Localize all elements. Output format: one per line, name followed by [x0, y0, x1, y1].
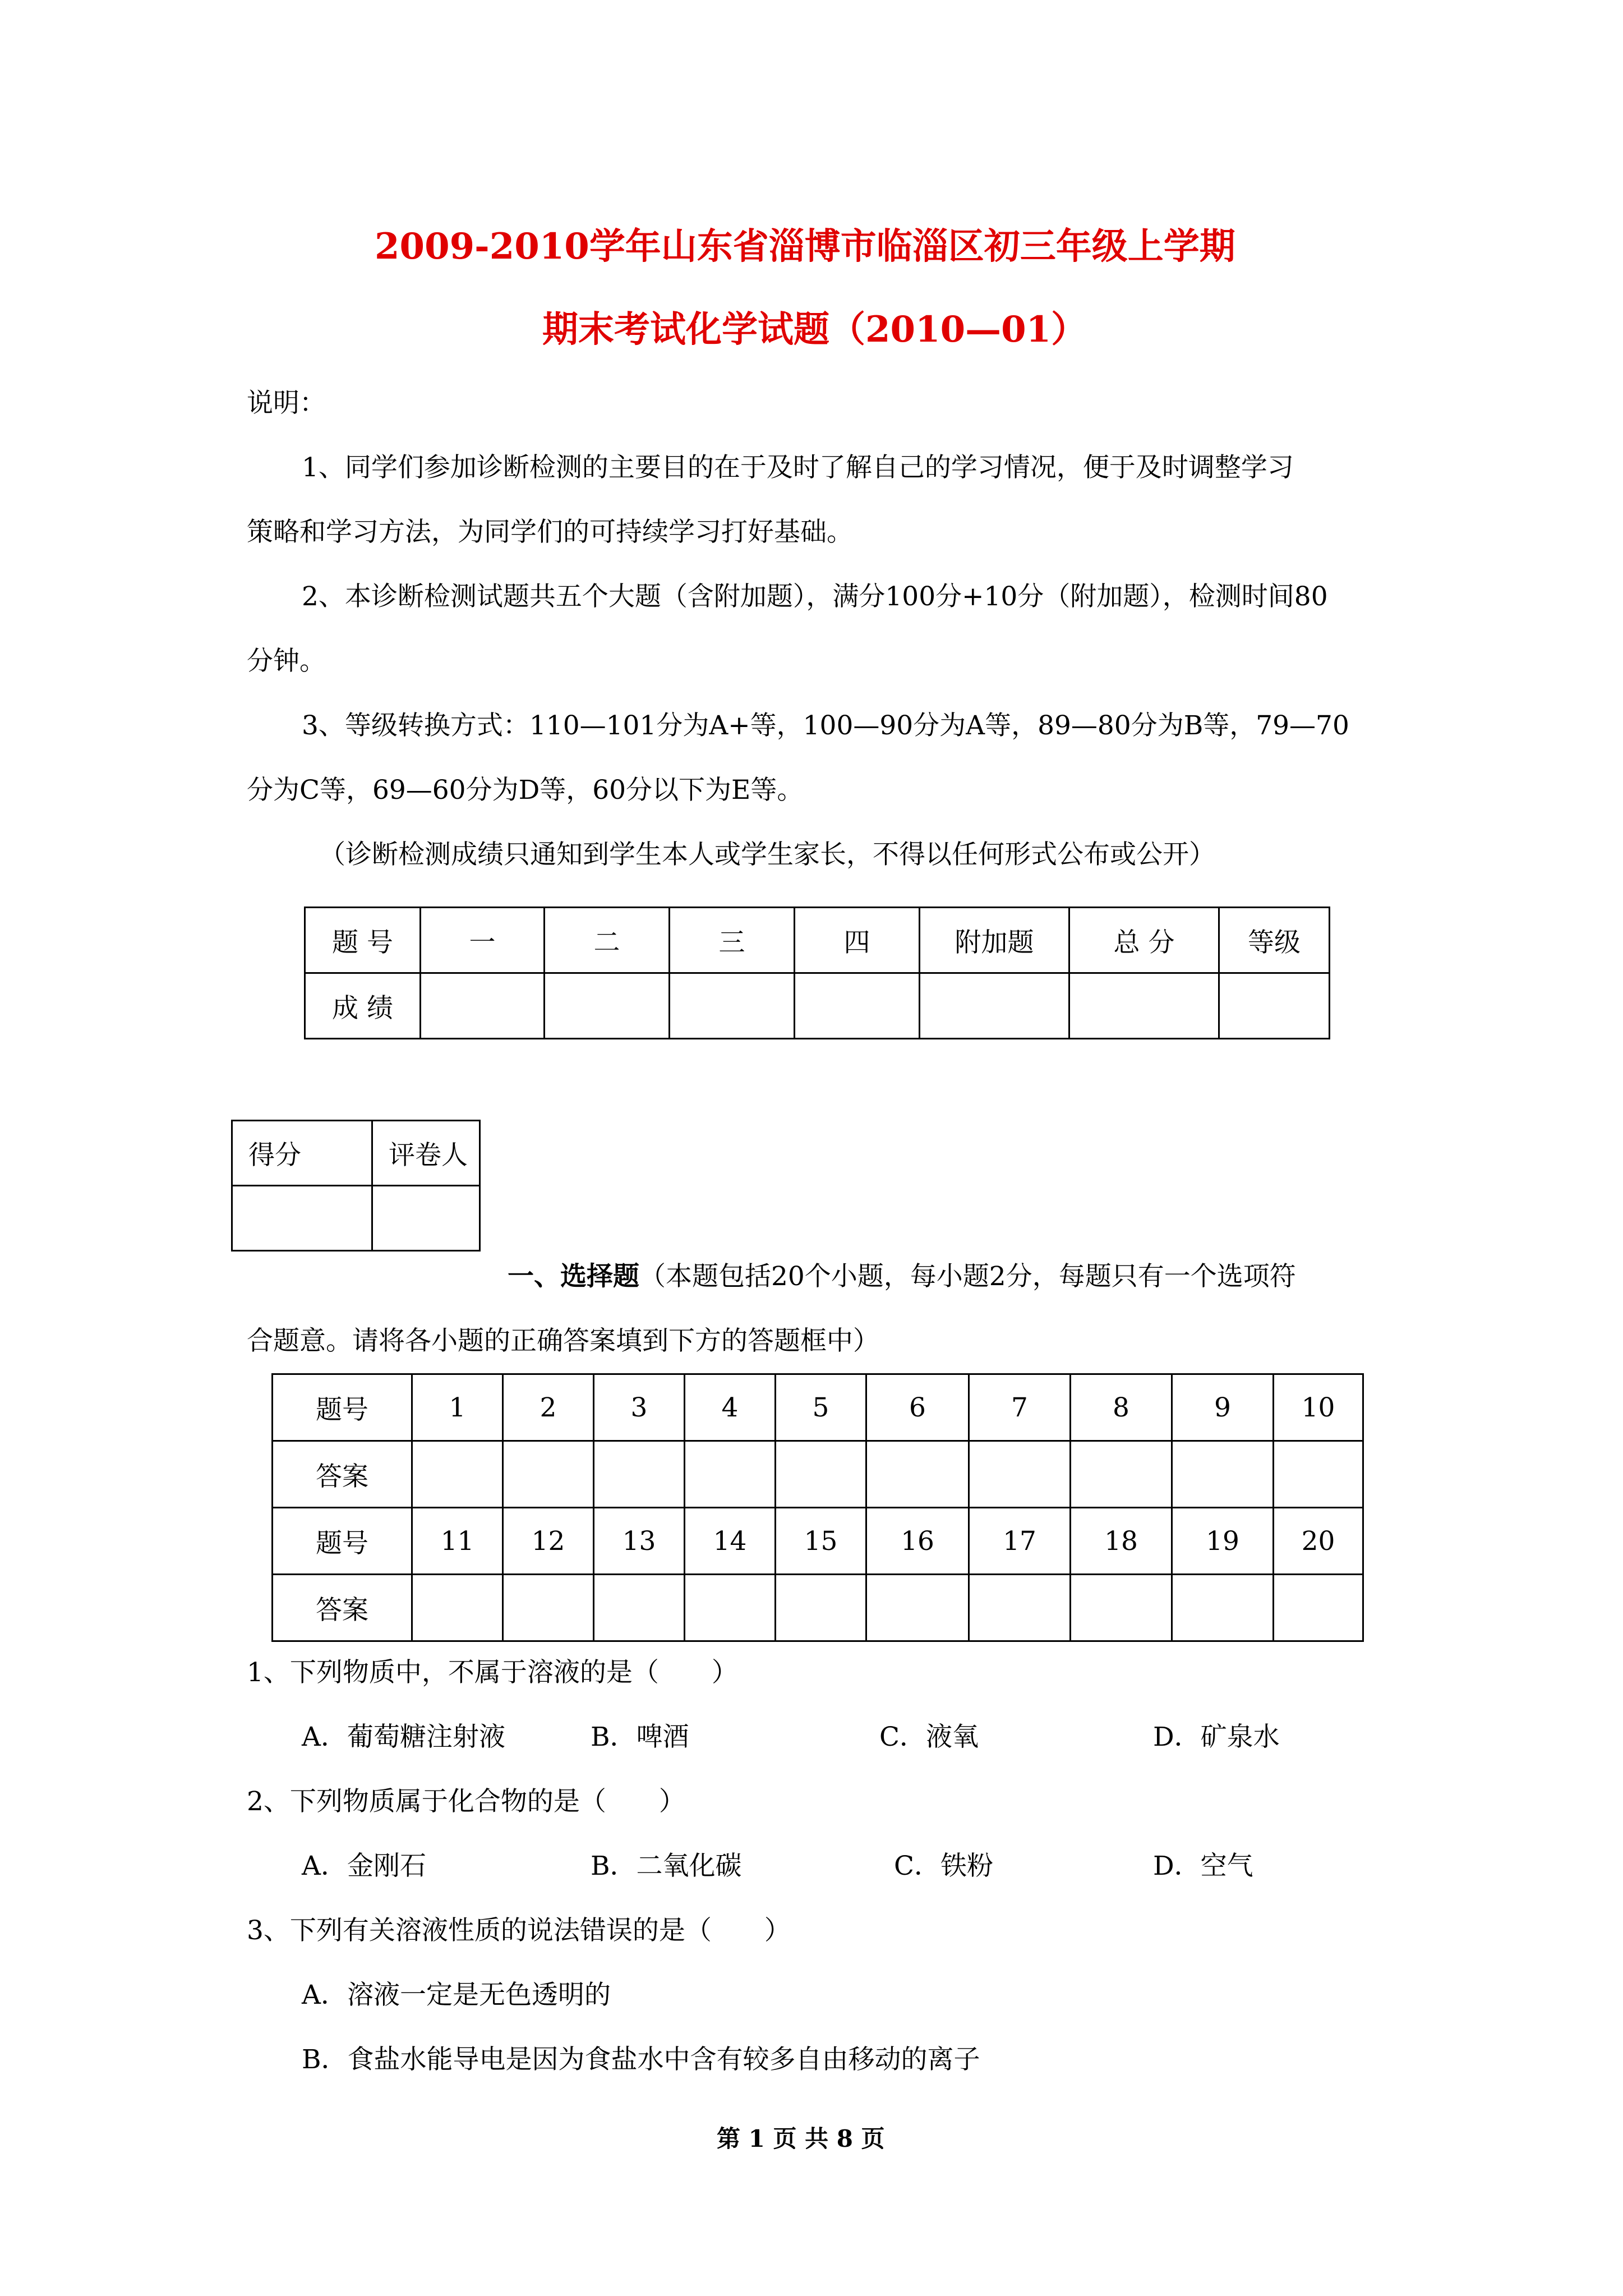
question-2-option-c: C．铁粉 — [894, 1851, 993, 1881]
section-1-heading: 一、选择题 — [508, 1261, 639, 1292]
question-1: 1、下列物质中，不属于溶液的是（ ） — [247, 1657, 738, 1688]
score-header-cell: 三 — [670, 908, 795, 973]
answer-cell[interactable] — [1172, 1575, 1274, 1641]
score-input-cell[interactable] — [670, 973, 795, 1039]
answer-cell[interactable] — [503, 1441, 594, 1508]
question-number-cell: 1 — [412, 1374, 503, 1441]
grader-box — [231, 1120, 481, 1251]
answer-table-number-row — [273, 1508, 1363, 1575]
grader-name-label: 评卷人 — [372, 1121, 480, 1186]
question-number-cell: 12 — [503, 1508, 594, 1575]
answer-cell[interactable] — [776, 1441, 866, 1508]
answer-table-answer-row — [273, 1441, 1363, 1508]
grader-score-label: 得分 — [232, 1121, 372, 1186]
answer-label: 答案 — [273, 1575, 412, 1641]
question-number-cell: 3 — [594, 1374, 685, 1441]
question-3: 3、下列有关溶液性质的说法错误的是（ ） — [247, 1915, 791, 1946]
question-3-option-a: A．溶液一定是无色透明的 — [302, 1980, 611, 2010]
answer-cell[interactable] — [866, 1441, 969, 1508]
grader-name-cell[interactable] — [372, 1186, 480, 1251]
answer-cell[interactable] — [685, 1441, 776, 1508]
score-input-cell[interactable] — [1069, 973, 1219, 1039]
score-table — [304, 907, 1330, 1039]
instruction-3-line-1: 3、等级转换方式：110—101分为A+等，100—90分为A等，89—80分为B等，79—70 — [302, 710, 1349, 741]
question-number-cell: 11 — [412, 1508, 503, 1575]
section-1-heading-line — [508, 1263, 1296, 1290]
score-header-cell: 总 分 — [1069, 908, 1219, 973]
score-row-label: 成 绩 — [305, 973, 421, 1039]
answer-cell[interactable] — [969, 1575, 1071, 1641]
question-number-cell: 4 — [685, 1374, 776, 1441]
score-header-cell: 等级 — [1219, 908, 1330, 973]
answer-cell[interactable] — [1274, 1575, 1363, 1641]
question-1-option-d: D．矿泉水 — [1153, 1722, 1280, 1752]
answer-cell[interactable] — [594, 1441, 685, 1508]
section-1-desc-line-1: （本题包括20个小题，每小题2分，每题只有一个选项符 — [639, 1261, 1296, 1292]
score-input-cell[interactable] — [421, 973, 545, 1039]
answer-cell[interactable] — [594, 1575, 685, 1641]
instructions-note: （诊断检测成绩只通知到学生本人或学生家长，不得以任何形式公布或公开） — [319, 839, 1215, 870]
instruction-1-line-1: 1、同学们参加诊断检测的主要目的在于及时了解自己的学习情况，便于及时调整学习 — [302, 452, 1294, 483]
score-header-cell: 二 — [545, 908, 670, 973]
question-number-cell: 8 — [1071, 1374, 1172, 1441]
question-number-cell: 6 — [866, 1374, 969, 1441]
question-number-cell: 20 — [1274, 1508, 1363, 1575]
question-number-label: 题号 — [273, 1508, 412, 1575]
question-2: 2、下列物质属于化合物的是（ ） — [247, 1786, 685, 1817]
question-2-option-d: D．空气 — [1153, 1851, 1253, 1881]
answer-cell[interactable] — [866, 1575, 969, 1641]
score-input-cell[interactable] — [920, 973, 1069, 1039]
question-number-cell: 17 — [969, 1508, 1071, 1575]
question-number-label: 题号 — [273, 1374, 412, 1441]
question-1-option-a: A．葡萄糖注射液 — [302, 1722, 505, 1752]
question-number-cell: 5 — [776, 1374, 866, 1441]
answer-cell[interactable] — [503, 1575, 594, 1641]
question-3-option-b: B．食盐水能导电是因为食盐水中含有较多自由移动的离子 — [302, 2044, 980, 2075]
answer-table-number-row — [273, 1374, 1363, 1441]
answer-cell[interactable] — [1071, 1575, 1172, 1641]
question-number-cell: 18 — [1071, 1508, 1172, 1575]
score-table-score-row — [305, 973, 1330, 1039]
score-input-cell[interactable] — [1219, 973, 1330, 1039]
question-number-cell: 13 — [594, 1508, 685, 1575]
question-2-option-a: A．金刚石 — [302, 1851, 426, 1881]
answer-cell[interactable] — [685, 1575, 776, 1641]
question-number-cell: 16 — [866, 1508, 969, 1575]
title-line-2: 期末考试化学试题（2010—01） — [542, 309, 1087, 351]
score-header-cell: 题 号 — [305, 908, 421, 973]
question-number-cell: 14 — [685, 1508, 776, 1575]
question-1-option-b: B．啤酒 — [591, 1722, 689, 1752]
question-number-cell: 10 — [1274, 1374, 1363, 1441]
score-header-cell: 一 — [421, 908, 545, 973]
question-number-cell: 7 — [969, 1374, 1071, 1441]
score-table-header-row — [305, 908, 1330, 973]
question-2-option-b: B．二氧化碳 — [591, 1851, 742, 1881]
page-number-footer: 第 1 页 共 8 页 — [717, 2125, 885, 2152]
score-header-cell: 附加题 — [920, 908, 1069, 973]
question-number-cell: 9 — [1172, 1374, 1274, 1441]
answer-cell[interactable] — [969, 1441, 1071, 1508]
question-number-cell: 2 — [503, 1374, 594, 1441]
instruction-1-line-2: 策略和学习方法，为同学们的可持续学习打好基础。 — [247, 517, 853, 547]
instructions-heading: 说明： — [247, 388, 326, 418]
answer-label: 答案 — [273, 1441, 412, 1508]
answer-table-answer-row — [273, 1575, 1363, 1641]
instruction-2-line-2: 分钟。 — [247, 646, 326, 677]
question-1-option-c: C．液氧 — [879, 1722, 979, 1752]
title-line-1: 2009-2010学年山东省淄博市临淄区初三年级上学期 — [375, 226, 1235, 268]
score-header-cell: 四 — [795, 908, 920, 973]
answer-cell[interactable] — [776, 1575, 866, 1641]
grader-score-cell[interactable] — [232, 1186, 372, 1251]
score-input-cell[interactable] — [545, 973, 670, 1039]
answer-cell[interactable] — [1172, 1441, 1274, 1508]
section-1-desc-line-2: 合题意。请将各小题的正确答案填到下方的答题框中） — [247, 1326, 879, 1356]
instruction-2-line-1: 2、本诊断检测试题共五个大题（含附加题），满分100分+10分（附加题），检测时间80 — [302, 581, 1328, 612]
instruction-3-line-2: 分为C等，69—60分为D等，60分以下为E等。 — [247, 775, 804, 806]
answer-cell[interactable] — [412, 1441, 503, 1508]
answer-cell[interactable] — [412, 1575, 503, 1641]
answer-cell[interactable] — [1274, 1441, 1363, 1508]
answer-table — [271, 1373, 1364, 1642]
question-number-cell: 15 — [776, 1508, 866, 1575]
question-number-cell: 19 — [1172, 1508, 1274, 1575]
answer-cell[interactable] — [1071, 1441, 1172, 1508]
score-input-cell[interactable] — [795, 973, 920, 1039]
